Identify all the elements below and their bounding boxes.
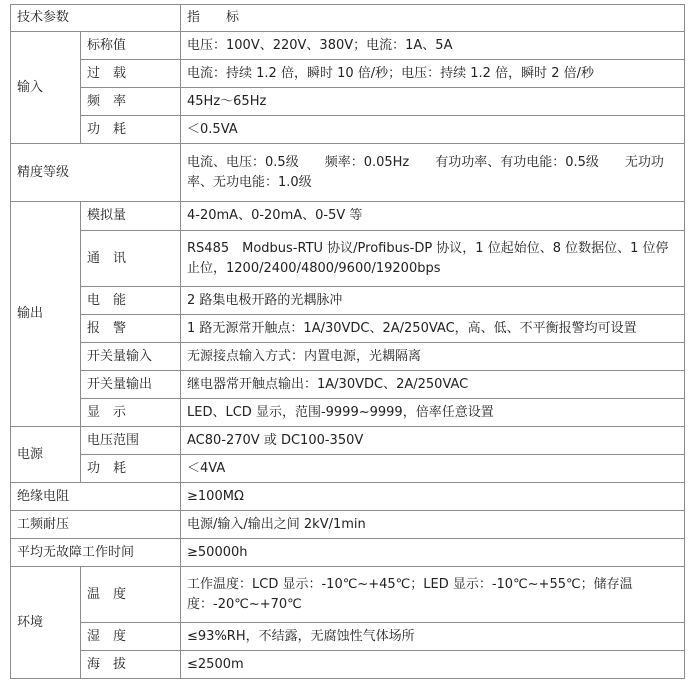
row-value: 工作温度：LCD 显示：-10℃~+45℃；LED 显示：-10℃~+55℃；储存温度：-20℃~+70℃ (181, 567, 685, 623)
row-name: 电 能 (81, 287, 181, 315)
table-row (11, 144, 685, 202)
row-value-precision: 电流、电压：0.5级 频率：0.05Hz 有功功率、有功电能：0.5级 无功功率、无功电能：1.0级 (181, 144, 685, 202)
row-value: ≤93%RH，不结露，无腐蚀性气体场所 (181, 623, 685, 651)
row-name: 报 警 (81, 315, 181, 343)
row-value: 无源接点输入方式：内置电源，光耦隔离 (181, 343, 685, 371)
row-name-insulation: 绝缘电阻 (11, 483, 181, 511)
group-input: 输入 (11, 32, 81, 144)
table-row (11, 427, 685, 455)
row-value-withstand: 电源/输入/输出之间 2kV/1min (181, 511, 685, 539)
table-header-row (11, 5, 685, 32)
row-value: AC80-270V 或 DC100-350V (181, 427, 685, 455)
row-value: ＜4VA (181, 455, 685, 483)
table-row (11, 483, 685, 511)
row-value: 45Hz～65Hz (181, 88, 685, 116)
row-value-mtbf: ≥50000h (181, 539, 685, 567)
group-output: 输出 (11, 202, 81, 427)
row-value: 电压：100V、220V、380V；电流：1A、5A (181, 32, 685, 60)
row-value: RS485 Modbus-RTU 协议/Profibus-DP 协议，1 位起始位、8 位数据位、1 位停止位，1200/2400/4800/9600/19200bps (181, 231, 685, 287)
table-row (11, 116, 685, 144)
table-row (11, 343, 685, 371)
table-row (11, 399, 685, 427)
spec-table (10, 4, 685, 679)
table-row (11, 287, 685, 315)
row-name: 过 载 (81, 60, 181, 88)
row-name-withstand: 工频耐压 (11, 511, 181, 539)
row-name: 开关量输出 (81, 371, 181, 399)
row-name: 频 率 (81, 88, 181, 116)
row-value: 电流：持续 1.2 倍，瞬时 10 倍/秒；电压：持续 1.2 倍，瞬时 2 倍/秒 (181, 60, 685, 88)
table-row (11, 231, 685, 287)
row-value: 2 路集电极开路的光耦脉冲 (181, 287, 685, 315)
row-value: ≤2500m (181, 651, 685, 679)
table-row (11, 32, 685, 60)
table-row (11, 567, 685, 623)
row-name-precision: 精度等级 (11, 144, 181, 202)
table-row (11, 511, 685, 539)
row-name: 功 耗 (81, 455, 181, 483)
table-row (11, 315, 685, 343)
row-value: ＜0.5VA (181, 116, 685, 144)
row-name: 海 拔 (81, 651, 181, 679)
row-name: 温 度 (81, 567, 181, 623)
table-row (11, 651, 685, 679)
table-row (11, 623, 685, 651)
row-name: 功 耗 (81, 116, 181, 144)
header-indicator: 指 标 (181, 5, 685, 32)
row-value: LED、LCD 显示，范围-9999~9999，倍率任意设置 (181, 399, 685, 427)
row-name: 标称值 (81, 32, 181, 60)
row-value: 继电器常开触点输出：1A/30VDC、2A/250VAC (181, 371, 685, 399)
row-value-insulation: ≥100MΩ (181, 483, 685, 511)
row-name: 开关量输入 (81, 343, 181, 371)
header-param: 技术参数 (11, 5, 181, 32)
group-environment: 环境 (11, 567, 81, 679)
row-value: 4-20mA、0-20mA、0-5V 等 (181, 202, 685, 231)
table-row (11, 60, 685, 88)
table-row (11, 455, 685, 483)
row-name: 显 示 (81, 399, 181, 427)
row-name-mtbf: 平均无故障工作时间 (11, 539, 181, 567)
table-row (11, 88, 685, 116)
table-row (11, 371, 685, 399)
row-name: 电压范围 (81, 427, 181, 455)
table-row (11, 539, 685, 567)
row-value: 1 路无源常开触点：1A/30VDC、2A/250VAC，高、低、不平衡报警均可设置 (181, 315, 685, 343)
row-name: 湿 度 (81, 623, 181, 651)
row-name: 通 讯 (81, 231, 181, 287)
row-name: 模拟量 (81, 202, 181, 231)
table-row (11, 202, 685, 231)
group-power: 电源 (11, 427, 81, 483)
